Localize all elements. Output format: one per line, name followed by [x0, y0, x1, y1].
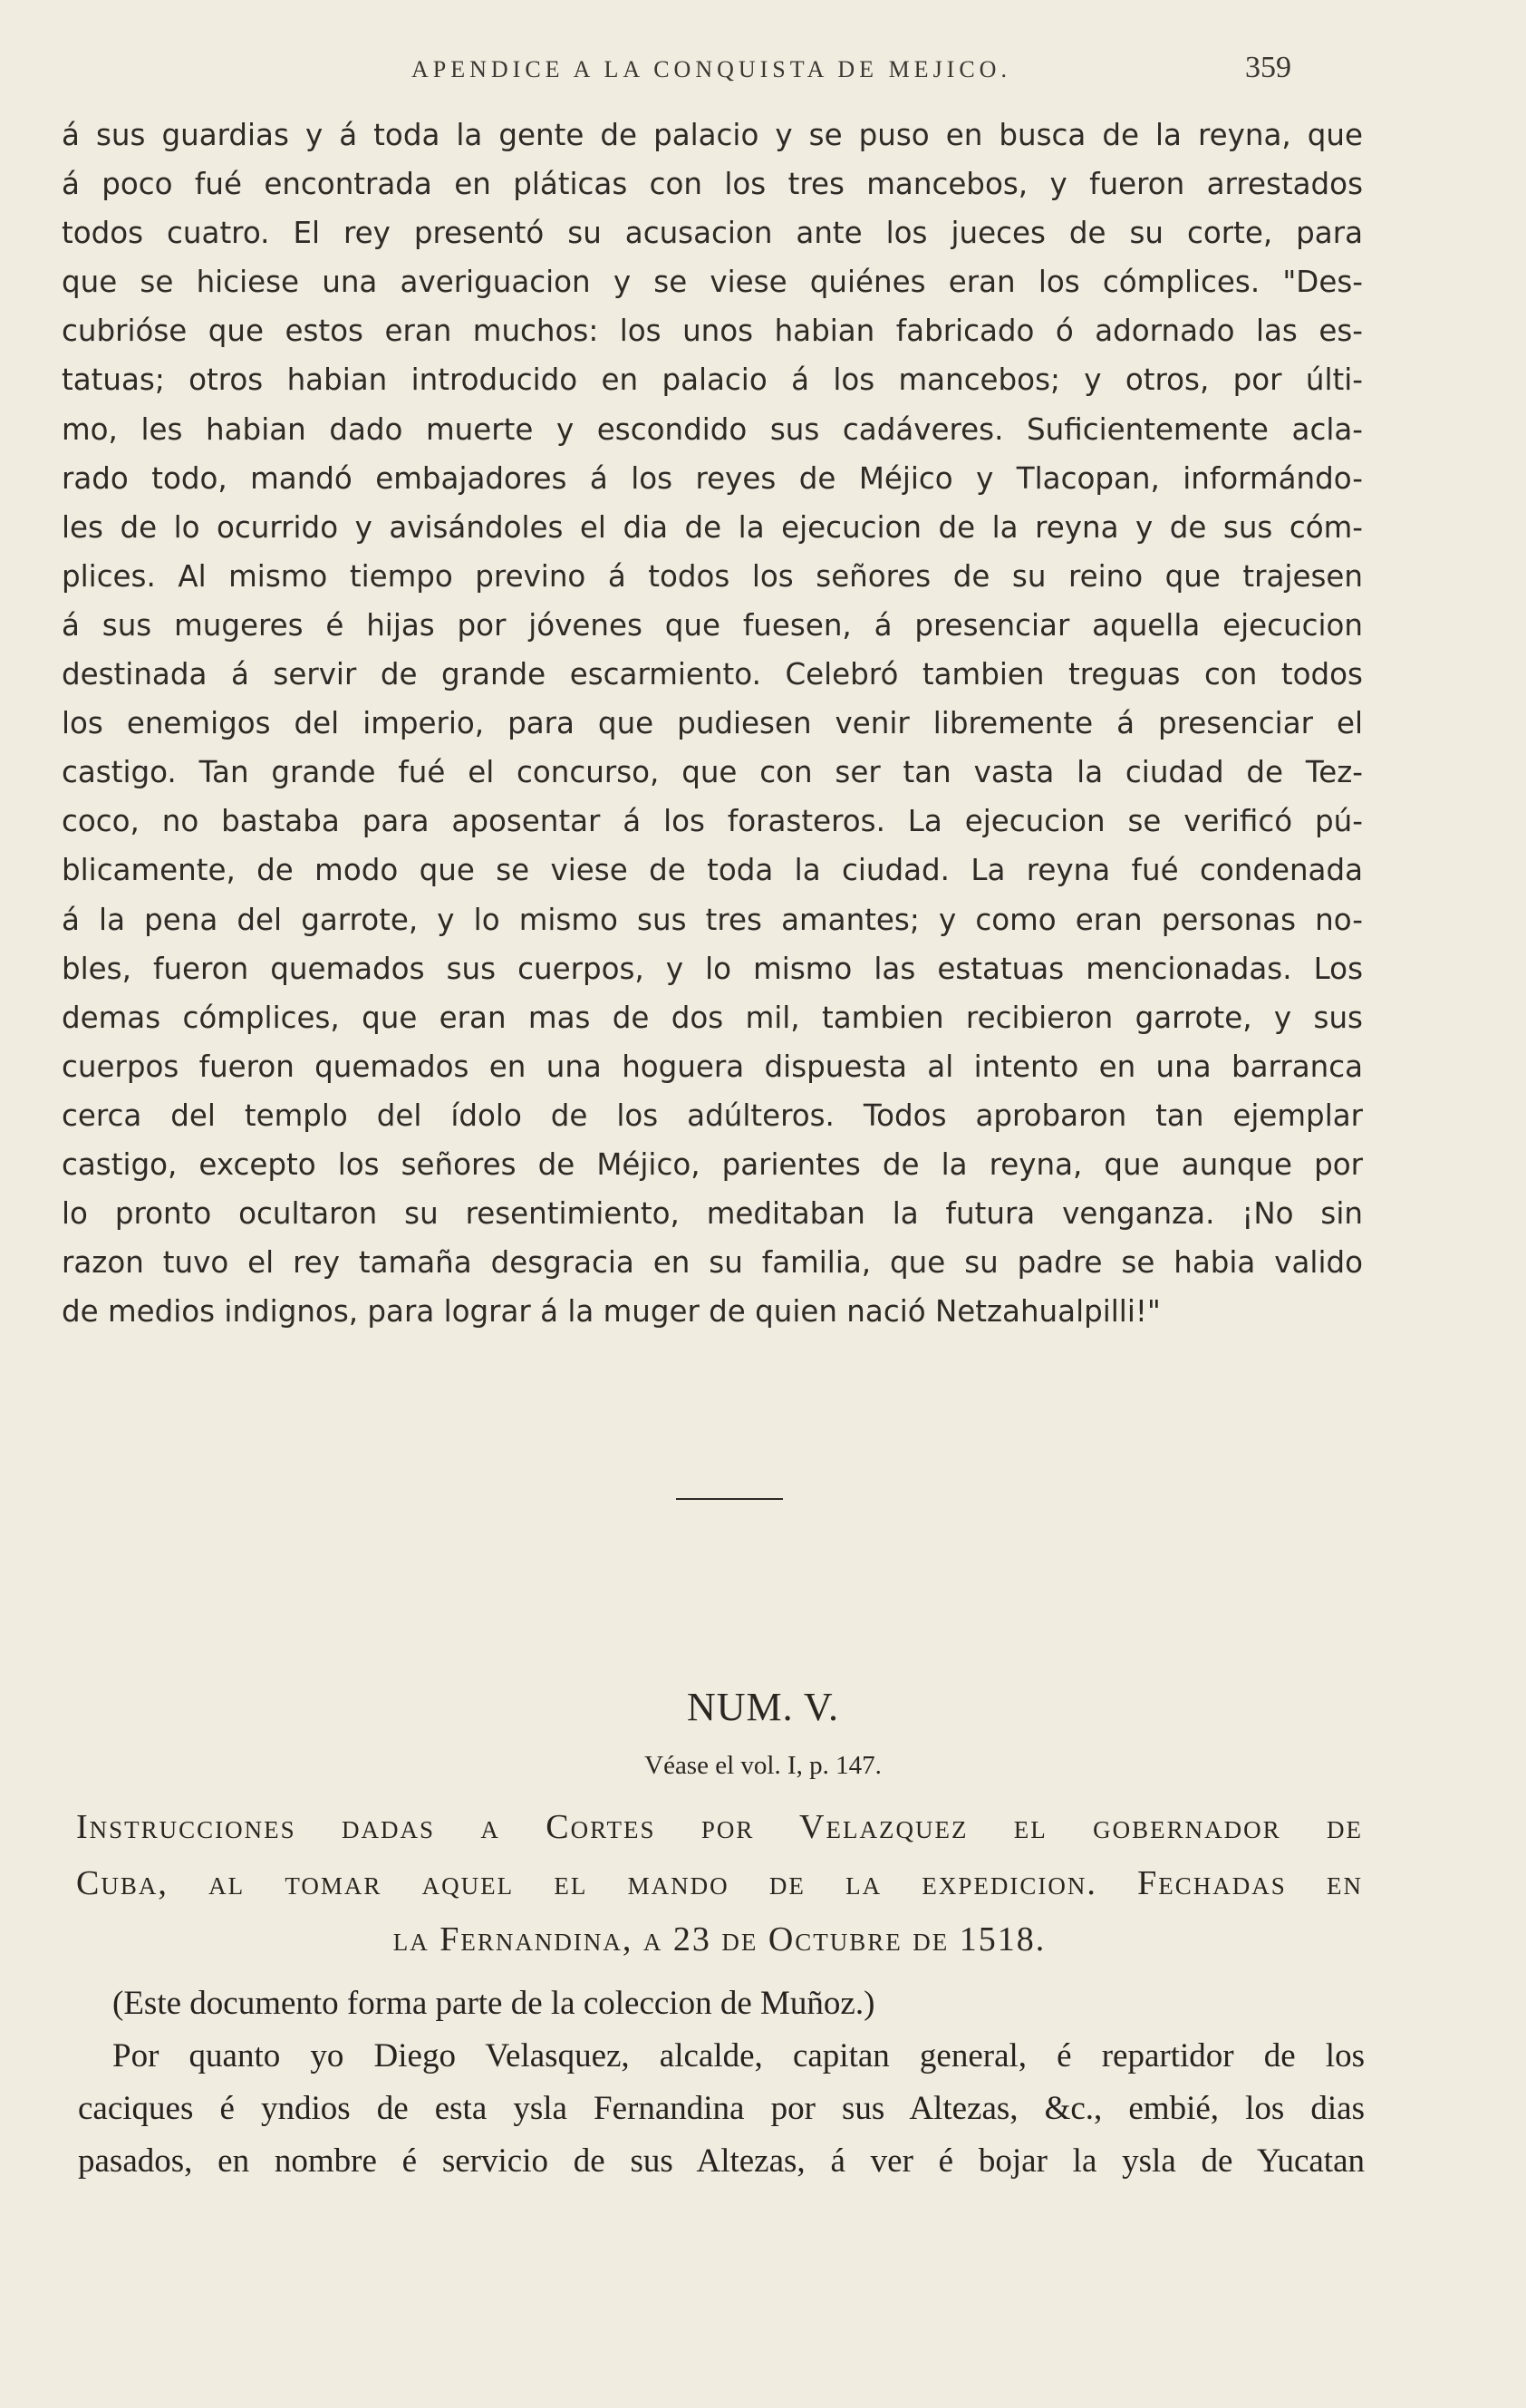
- body-line: á sus guardias y á toda la gente de palacio y se puso en busca de la reyna, que: [62, 118, 1363, 152]
- body-line: razon tuvo el rey tamaña desgracia en su familia, que su padre se habia valido: [62, 1245, 1363, 1281]
- body-line: rado todo, mandó embajadores á los reyes de Méjico y Tlacopan, informándo-: [62, 460, 1363, 496]
- body-line: de medios indignos, para lograr á la muger de quien nació Netzahualpilli!": [62, 1294, 1161, 1330]
- page-number: 359: [1245, 51, 1291, 84]
- body-line: bles, fueron quemados sus cuerpos, y lo mismo las estatuas mencionadas. Los: [62, 951, 1363, 986]
- title-line: la Fernandina, a 23 de Octubre de 1518.: [392, 1920, 1047, 1958]
- body-line: cuerpos fueron quemados en una hoguera dispuesta al intento en una barranca: [62, 1049, 1363, 1084]
- running-head: APENDICE A LA CONQUISTA DE MEJICO.: [411, 56, 1011, 82]
- body-line: cubrióse que estos eran muchos: los unos habian fabricado ó adornado las es-: [62, 314, 1363, 349]
- document-line: Por quanto yo Diego Velasquez, alcalde, capitan general, é repartidor de los: [112, 2037, 1365, 2074]
- document-line: pasados, en nombre é servicio de sus Altezas, á ver é bojar la ysla de Yucatan: [78, 2142, 1365, 2180]
- body-line: plices. Al mismo tiempo previno á todos los señores de su reino que trajesen: [62, 558, 1363, 594]
- body-line: les de lo ocurrido y avisándoles el dia de la ejecucion de la reyna y de sus cóm-: [62, 509, 1363, 545]
- body-line: que se hiciese una averiguacion y se viese quiénes eran los cómplices. "Des-: [62, 265, 1363, 300]
- title-line: Instrucciones dadas a Cortes por Velazquez el gobernador de: [76, 1808, 1363, 1846]
- body-line: castigo, excepto los señores de Méjico, parientes de la reyna, que aunque por: [62, 1146, 1363, 1182]
- body-line: lo pronto ocultaron su resentimiento, meditaban la futura venganza. ¡No sin: [62, 1196, 1363, 1232]
- section-heading: NUM. V.: [687, 1685, 839, 1729]
- volume-reference: Véase el vol. I, p. 147.: [644, 1751, 882, 1780]
- document-title: [76, 1799, 1363, 1968]
- title-line: Cuba, al tomar aquel el mando de la expedicion. Fechadas en: [76, 1864, 1363, 1902]
- body-line: blicamente, de modo que se viese de toda la ciudad. La reyna fué condenada: [62, 853, 1363, 888]
- body-line: los enemigos del imperio, para que pudiesen venir libremente á presenciar el: [62, 706, 1363, 741]
- body-line: demas cómplices, que eran mas de dos mil, tambien recibieron garrote, y sus: [62, 1000, 1363, 1035]
- document-line: caciques é yndios de esta ysla Fernandina por sus Altezas, &c., embié, los dias: [78, 2090, 1365, 2127]
- body-line: mo, les habian dado muerte y escondido sus cadáveres. Suficientemente acla-: [62, 411, 1363, 447]
- body-line: á la pena del garrote, y lo mismo sus tres amantes; y como eran personas no-: [62, 902, 1363, 937]
- body-line: todos cuatro. El rey presentó su acusacion ante los jueces de su corte, para: [62, 216, 1363, 251]
- source-note: (Este documento forma parte de la coleccion de Muñoz.): [112, 1985, 875, 2022]
- body-line: cerca del templo del ídolo de los adúlteros. Todos aprobaron tan ejemplar: [62, 1098, 1363, 1133]
- body-line: coco, no bastaba para aposentar á los forasteros. La ejecucion se verificó pú-: [62, 804, 1363, 839]
- section-divider: [676, 1498, 783, 1500]
- body-line: á sus mugeres é hijas por jóvenes que fuesen, á presenciar aquella ejecucion: [62, 607, 1363, 643]
- body-line: destinada á servir de grande escarmiento. Celebró tambien treguas con todos: [62, 657, 1363, 692]
- document-text: [78, 1978, 1365, 2188]
- body-text: [62, 111, 1363, 1336]
- body-line: á poco fué encontrada en pláticas con los tres mancebos, y fueron arrestados: [62, 167, 1363, 202]
- body-line: castigo. Tan grande fué el concurso, que con ser tan vasta la ciudad de Tez-: [62, 755, 1363, 790]
- body-line: tatuas; otros habian introducido en palacio á los mancebos; y otros, por últi-: [62, 363, 1363, 398]
